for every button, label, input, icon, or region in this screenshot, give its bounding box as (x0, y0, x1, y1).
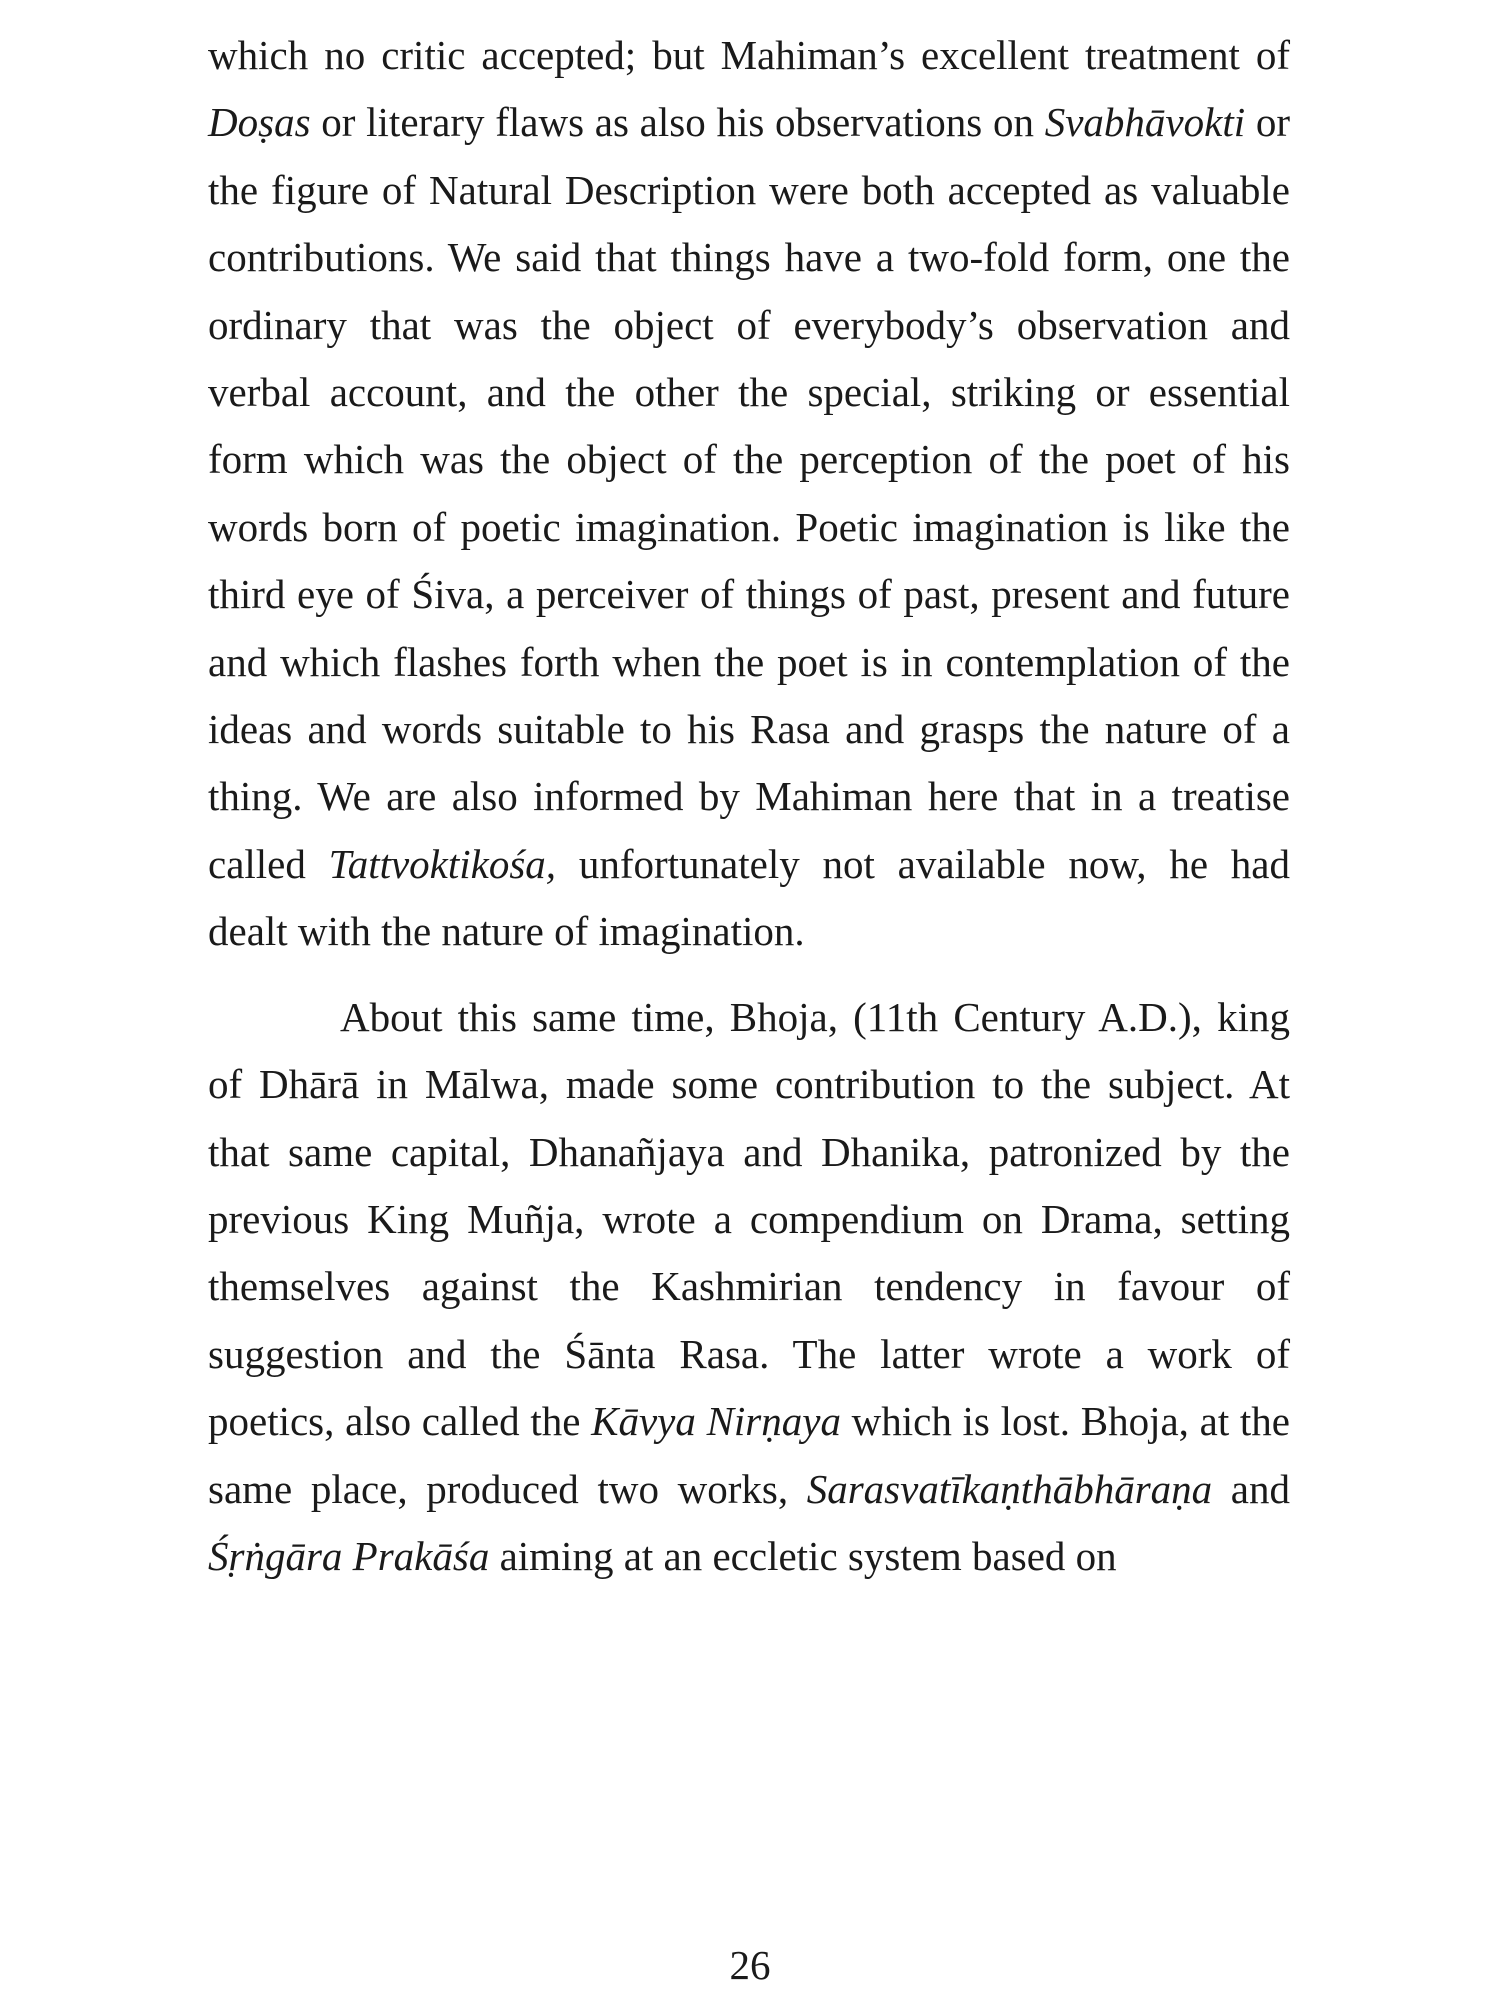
title-sarasvatikanthabharana: Sarasvatīkaṇthābhāraṇa (806, 1465, 1213, 1512)
text-segment: or the figure of Natural Description were both accepted as valuable contributions. We said that things have a two-fold form, one the ordinary that was the object of everybody’s observation and verbal account, and the other the special, striking or essential form which was the object of the perception of the poet of his words born of poetic imagination. Poetic imagination is like the third eye of Śiva, a perceiver of things of past, present and future and which flashes forth when the poet is in contemplation of the ideas and words suitable to his Rasa and grasps the nature of a thing. We are also informed by Mahiman here that in a treatise called (208, 99, 1291, 887)
text-segment: which is lost. Bhoja, at the same place, produced two works, (208, 1398, 1290, 1512)
term-dosas: Doṣas (208, 99, 311, 146)
text-segment: or literary flaws as also his observations on (310, 99, 1045, 146)
title-tattvoktikosa: Tattvoktikośa, (328, 840, 557, 887)
title-kavya-nirnaya: Kāvya Nirṇaya (591, 1398, 841, 1445)
paragraph-mahiman (208, 22, 1290, 966)
text-segment: which no critic accepted; but Mahiman’s excellent treatment of (208, 32, 1290, 78)
text-segment: and (1212, 1465, 1290, 1512)
page-body (208, 22, 1290, 1590)
term-svabhavokti: Svabhāvokti (1044, 99, 1246, 146)
text-segment: aiming at an eccletic system based on (489, 1532, 1117, 1579)
text-segment: About this same time, Bhoja, (11th Century A.D.), king of Dhārā in Mālwa, made some contribution to the subject. At that same capital, Dhanañjaya and Dhanika, patronized by the previous King Muñja, wrote a compendium on Drama, setting themselves against the Kashmirian tendency in favour of suggestion and the Śānta Rasa. The latter wrote a work of poetics, also called the (208, 993, 1290, 1445)
title-srngara-prakasa: Śṛṅgāra Prakāśa (208, 1532, 490, 1579)
page-number: 26 (729, 1942, 771, 1988)
paragraph-bhoja (208, 984, 1290, 1591)
text-segment: unfortunately not available now, he had dealt with the nature of imagination. (208, 840, 1290, 955)
